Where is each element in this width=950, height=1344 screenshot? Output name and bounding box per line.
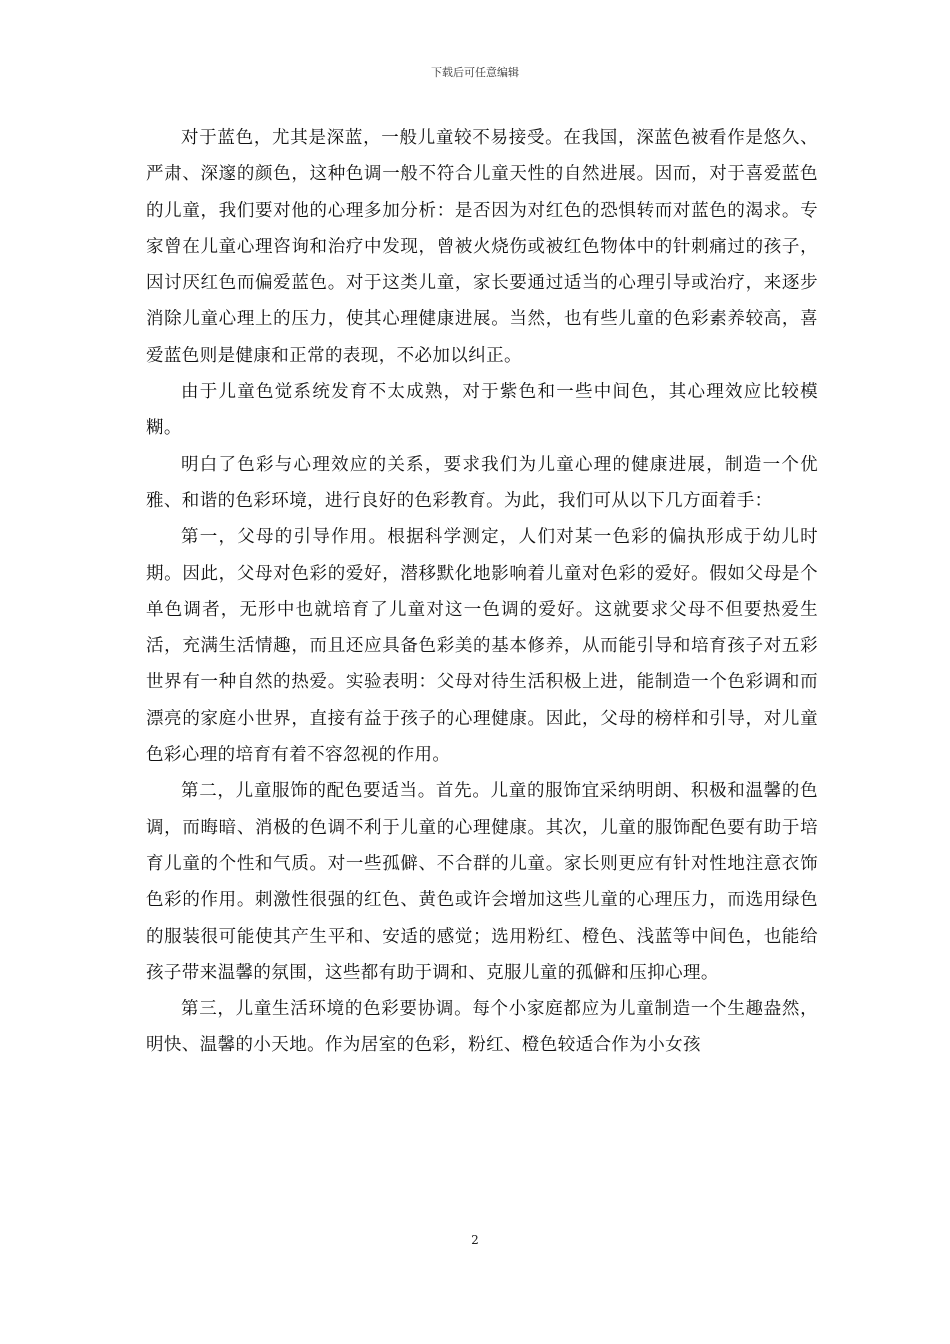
paragraph-first-parents: 第一，父母的引导作用。根据科学测定，人们对某一色彩的偏执形成于幼儿时期。因此，父母对色彩的爱好，潜移默化地影响着儿童对色彩的爱好。假如父母是个单色调者，无形中也就培育了儿童对这一色调的爱好。这就要求父母不但要热爱生活，充满生活情趣，而且还应具备色彩美的基本修养，从而能引导和培育孩子对五彩世界有一种自然的热爱。实验表明：父母对待生活积极上进，能制造一个色彩调和而漂亮的家庭小世界，直接有益于孩子的心理健康。因此，父母的榜样和引导，对儿童色彩心理的培育有着不容忽视的作用。 — [146, 527, 818, 766]
document-body — [146, 120, 818, 1064]
paragraph-third-environment: 第三，儿童生活环境的色彩要协调。每个小家庭都应为儿童制造一个生趣盎然，明快、温馨的小天地。作为居室的色彩，粉红、橙色较适合作为小女孩 — [146, 999, 818, 1056]
paragraph-color-education: 明白了色彩与心理效应的关系，要求我们为儿童心理的健康进展，制造一个优雅、和谐的色彩环境，进行良好的色彩教育。为此，我们可从以下几方面着手： — [146, 454, 818, 511]
paragraph-blue-color: 对于蓝色，尤其是深蓝，一般儿童较不易接受。在我国，深蓝色被看作是悠久、严肃、深邃的颜色，这种色调一般不符合儿童天性的自然进展。因而，对于喜爱蓝色的儿童，我们要对他的心理多加分析：是否因为对红色的恐惧转而对蓝色的渴求。专家曾在儿童心理咨询和治疗中发现，曾被火烧伤或被红色物体中的针刺痛过的孩子，因讨厌红色而偏爱蓝色。对于这类儿童，家长要通过适当的心理引导或治疗，来逐步消除儿童心理上的压力，使其心理健康进展。当然，也有些儿童的色彩素养较高，喜爱蓝色则是健康和正常的表现，不必加以纠正。 — [146, 128, 818, 366]
page-number: 2 — [471, 1233, 479, 1247]
paragraph-second-clothing: 第二，儿童服饰的配色要适当。首先。儿童的服饰宜采纳明朗、积极和温馨的色调，而晦暗、消极的色调不利于儿童的心理健康。其次，儿童的服饰配色要有助于培育儿童的个性和气质。对一些孤僻、不合群的儿童。家长则更应有针对性地注意衣饰色彩的作用。刺激性很强的红色、黄色或许会增加这些儿童的心理压力，而选用绿色的服装很可能使其产生平和、安适的感觉；选用粉红、橙色、浅蓝等中间色，也能给孩子带来温馨的氛围，这些都有助于调和、克服儿童的孤僻和压抑心理。 — [146, 781, 818, 983]
paragraph-purple-color: 由于儿童色觉系统发育不太成熟，对于紫色和一些中间色，其心理效应比较模糊。 — [146, 382, 818, 439]
page-header: 下载后可任意编辑 — [431, 66, 519, 79]
